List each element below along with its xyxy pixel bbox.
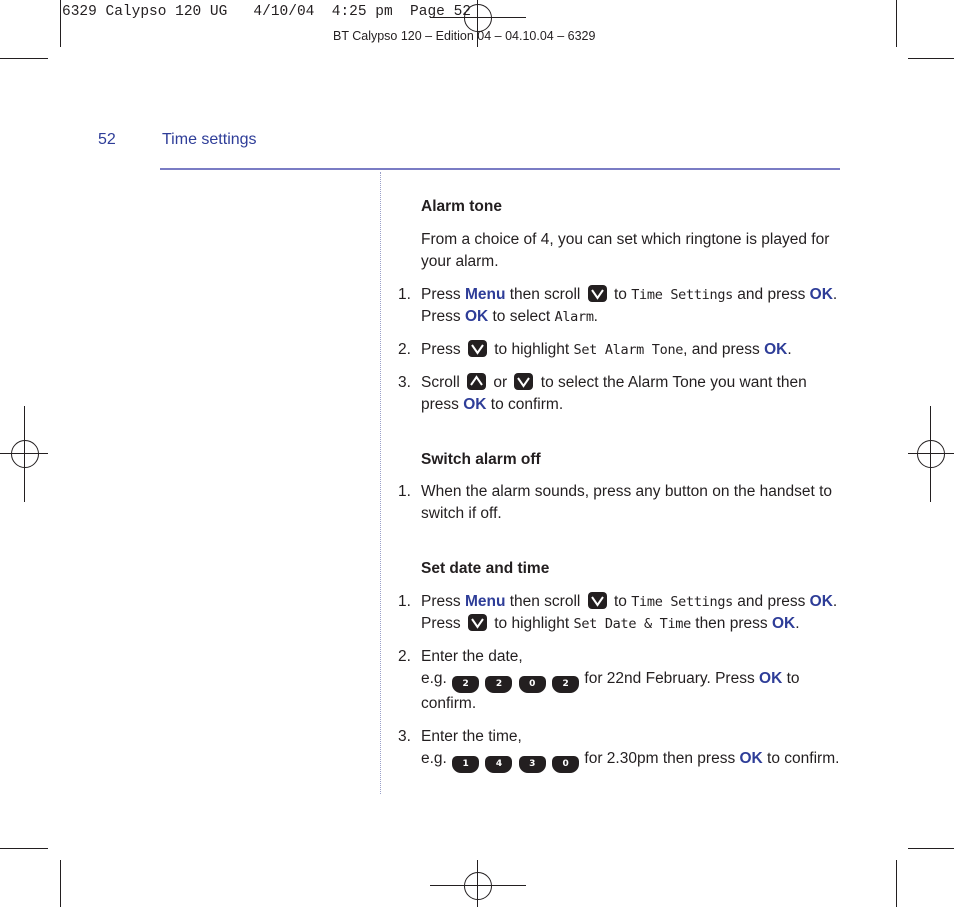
scroll-down-icon [588, 285, 607, 302]
heading-alarm-tone: Alarm tone [421, 198, 502, 215]
heading-switch-alarm-off: Switch alarm off [421, 451, 541, 468]
scroll-down-icon [514, 373, 533, 390]
print-slug: 6329 Calypso 120 UG 4/10/04 4:25 pm Page 52 [62, 4, 471, 20]
menu-key-label: Menu [464, 286, 506, 303]
alarm-tone-intro: From a choice of 4, you can set which ringtone is played for your alarm. [421, 231, 830, 270]
key-4-icon: 4 [485, 756, 512, 773]
crop-mark [908, 58, 954, 59]
crop-mark [908, 848, 954, 849]
header-rule [160, 168, 840, 170]
date-time-step-2: 2. Enter the date, e.g. 2 2 0 2 for 22nd February. Press OK to confirm. [398, 648, 800, 712]
crop-mark [0, 848, 48, 849]
content-column [398, 196, 843, 773]
key-0-icon: 0 [552, 756, 579, 773]
scroll-down-icon [588, 592, 607, 609]
section-title: Time settings [162, 131, 257, 148]
alarm-step-1: 1. Press Menu then scroll to Time Settings and press OK. Press OK to select Alarm. [398, 286, 838, 325]
crop-mark [896, 860, 897, 907]
scroll-up-icon [467, 373, 486, 390]
crop-mark [60, 0, 61, 47]
key-0-icon: 0 [519, 676, 546, 693]
crop-mark [896, 0, 897, 47]
menu-key-label: Menu [464, 593, 506, 610]
switch-off-step-1: 1. When the alarm sounds, press any button on the handset to switch if off. [398, 483, 833, 522]
crop-mark [0, 58, 48, 59]
key-1-icon: 1 [452, 756, 479, 773]
key-2-icon: 2 [552, 676, 579, 693]
alarm-step-2: 2. Press to highlight Set Alarm Tone, and press OK. [398, 341, 792, 358]
key-3-icon: 3 [519, 756, 546, 773]
date-time-step-1: 1. Press Menu then scroll to Time Settings and press OK. Press to highlight Set Date & Time then press OK. [398, 593, 838, 632]
alarm-step-3: 3. Scroll or to select the Alarm Tone you want then press OK to confirm. [398, 374, 807, 413]
edition-line: BT Calypso 120 – Edition 04 – 04.10.04 – 6329 [333, 29, 596, 43]
column-separator [380, 172, 381, 794]
date-time-step-3: 3. Enter the time, e.g. 1 4 3 0 for 2.30pm then press OK to confirm. [398, 726, 843, 773]
key-2-icon: 2 [452, 676, 479, 693]
page-number: 52 [98, 131, 116, 148]
scroll-down-icon [468, 614, 487, 631]
heading-set-date-time: Set date and time [421, 560, 550, 577]
crop-mark [60, 860, 61, 907]
scroll-down-icon [468, 340, 487, 357]
key-2-icon: 2 [485, 676, 512, 693]
